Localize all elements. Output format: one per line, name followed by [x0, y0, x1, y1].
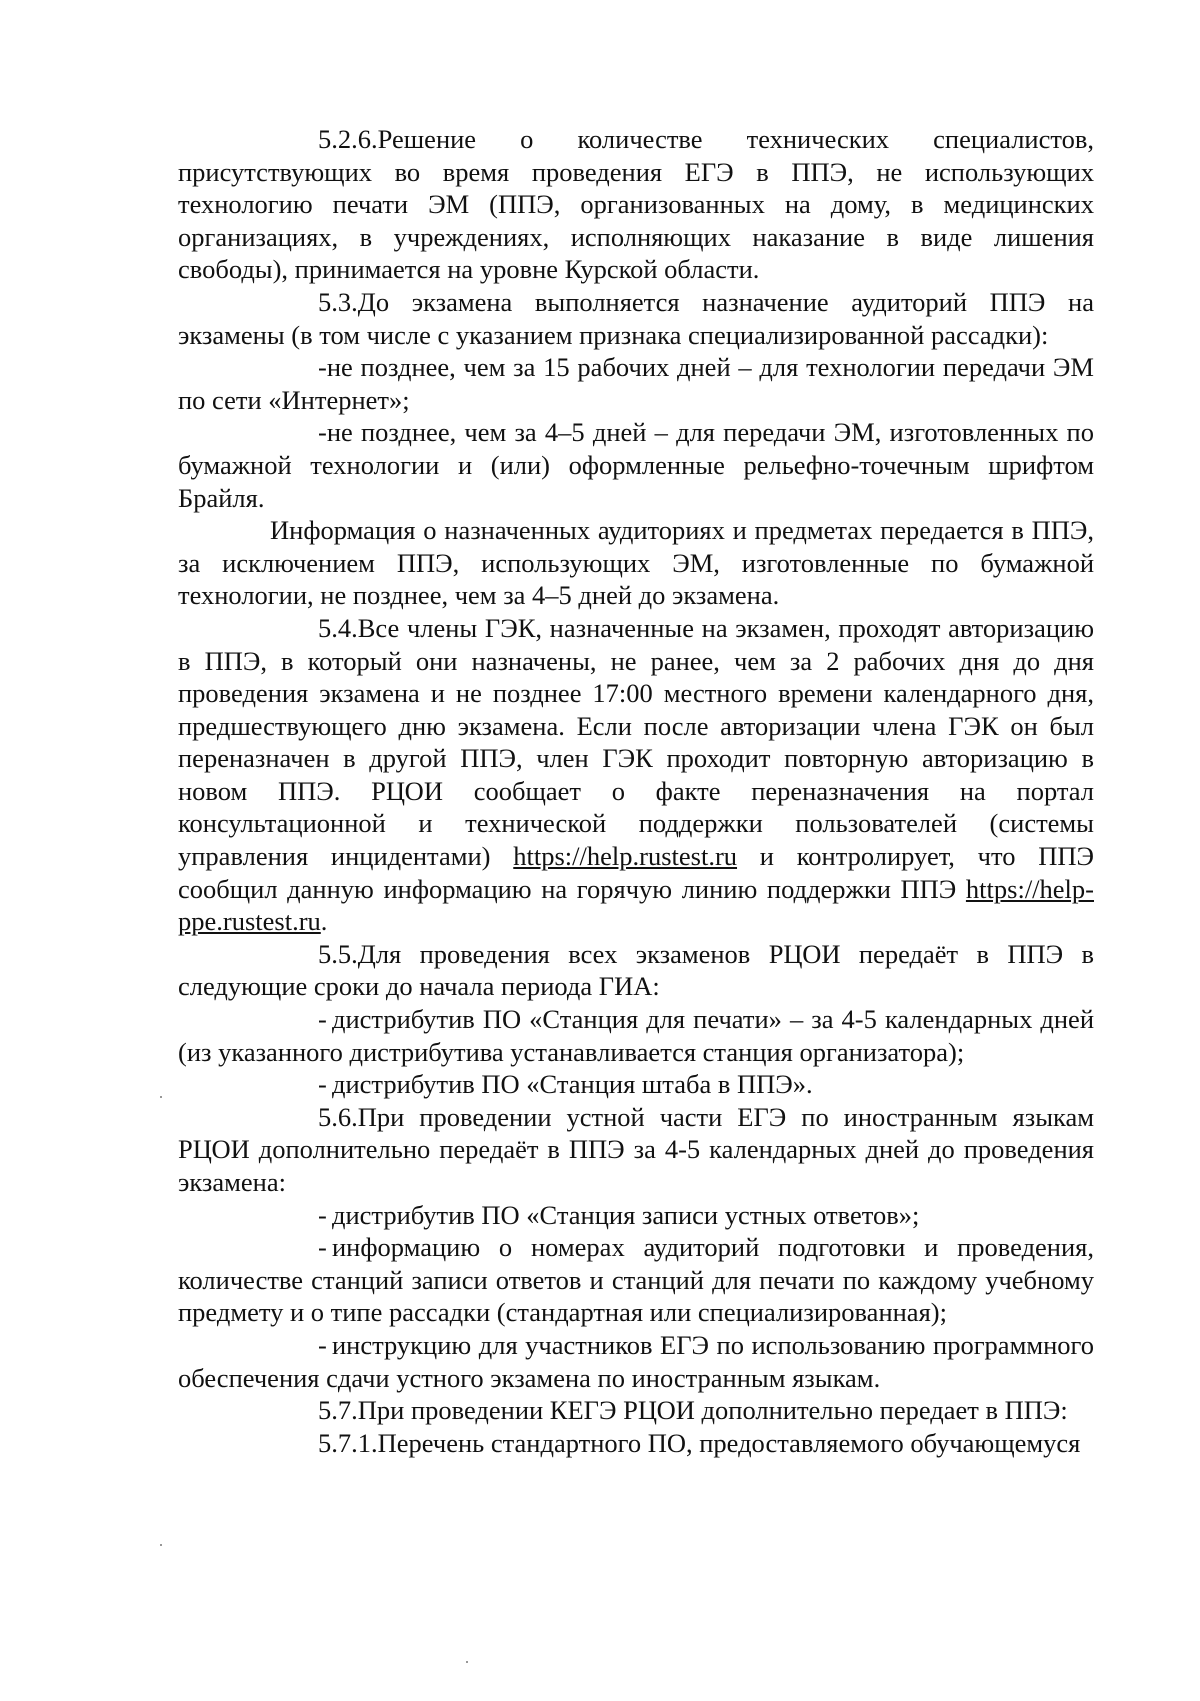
dash-marker: -: [318, 1199, 327, 1230]
clause-number: 5.4.: [318, 612, 358, 643]
scan-speck: [160, 1544, 162, 1546]
paragraph-text: При проведении КЕГЭ РЦОИ дополнительно передает в ППЭ:: [357, 1395, 1068, 1426]
paragraph-5-6: [178, 1101, 1094, 1199]
clause-number: 5.6.: [318, 1101, 358, 1132]
list-item-text: не позднее, чем за 4–5 дней – для передачи ЭМ, изготовленных по бумажной технологии и (или) оформленные рельефно-точечным шрифтом Брайля.: [178, 417, 1094, 513]
paragraph-5-3: [178, 286, 1094, 351]
list-item: [178, 1199, 1094, 1232]
clause-number: 5.7.1.: [318, 1427, 378, 1458]
list-item-text: не позднее, чем за 15 рабочих дней – для технологии передачи ЭМ по сети «Интернет»;: [178, 352, 1094, 415]
list-item: [178, 1329, 1094, 1394]
list-item-text: дистрибутив ПО «Станция штаба в ППЭ».: [332, 1069, 813, 1100]
paragraph-5-7-1: [178, 1427, 1094, 1460]
scan-speck: [160, 1096, 162, 1098]
dash-marker: -: [318, 1232, 327, 1263]
document-body: [178, 123, 1094, 1459]
paragraph-text: Все члены ГЭК, назначенные на экзамен, проходят авторизацию в ППЭ, в который они назначены, не ранее, чем за 2 рабочих дня до дня проведения экзамена и не позднее 17:00 местного времени календарного дня, предшествующего дню экзамена. Если после авторизации члена ГЭК он был переназначен в другой ППЭ, член ГЭК проходит повторную авторизацию в новом ППЭ. РЦОИ сообщает о факте переназначения на портал консультационной и технической поддержки пользователей (системы управления инцидентами): [178, 612, 1094, 872]
paragraph-text: Решение о количестве технических специалистов, присутствующих во время проведения ЕГЭ в ППЭ, не использующих технологию печати ЭМ (ППЭ, организованных на дому, в медицинских организациях, в учреждениях, исполняющих наказание в виде лишения свободы), принимается на уровне Курской области.: [178, 124, 1094, 285]
paragraph-text: Перечень стандартного ПО, предоставляемого обучающемуся: [377, 1427, 1081, 1458]
clause-number: 5.5.: [318, 938, 358, 969]
dash-marker: -: [318, 1069, 327, 1100]
list-item: [178, 1231, 1094, 1329]
paragraph-text: При проведении устной части ЕГЭ по иностранным языкам РЦОИ дополнительно передаёт в ППЭ за 4-5 календарных дней до проведения экзамена:: [178, 1101, 1094, 1197]
paragraph-5-5: [178, 938, 1094, 1003]
paragraph-5-7: [178, 1394, 1094, 1427]
paragraph-text: Информация о назначенных аудиториях и предметах передается в ППЭ, за исключением ППЭ, использующих ЭМ, изготовленные по бумажной технологии, не позднее, чем за 4–5 дней до экзамена.: [178, 515, 1094, 611]
paragraph-5-4: [178, 612, 1094, 938]
paragraph-text: Для проведения всех экзаменов РЦОИ передаёт в ППЭ в следующие сроки до начала периода ГИА:: [178, 938, 1094, 1002]
paragraph-5-2-6: [178, 123, 1094, 286]
clause-number: 5.7.: [318, 1395, 358, 1426]
list-item: [178, 351, 1094, 416]
dash-marker: -: [318, 417, 327, 448]
help-ppe-link[interactable]: https://help-ppe.rustest.ru: [178, 873, 1094, 937]
help-portal-link[interactable]: https://help.rustest.ru: [513, 841, 738, 872]
clause-number: 5.3.: [318, 286, 358, 317]
dash-marker: -: [318, 352, 327, 383]
paragraph-end-punctuation: .: [320, 906, 328, 937]
list-item: [178, 1068, 1094, 1101]
dash-marker: -: [318, 1329, 327, 1360]
dash-marker: -: [318, 1004, 327, 1035]
paragraph-text-continued: и контролирует, что ППЭ сообщил данную информацию на горячую линию поддержки ППЭ: [178, 841, 1095, 904]
list-item-text: инструкцию для участников ЕГЭ по использованию программного обеспечения сдачи устного экзамена по иностранным языкам.: [178, 1329, 1094, 1393]
clause-number: 5.2.6.: [318, 124, 378, 154]
list-item: [178, 1003, 1094, 1068]
scan-speck: [466, 1661, 468, 1663]
list-item-text: информацию о номерах аудиторий подготовки и проведения, количестве станций записи ответов и станций для печати по каждому учебному предмету и о типе рассадки (стандартная или специализированная);: [178, 1232, 1094, 1328]
paragraph-info: [178, 514, 1094, 612]
list-item-text: дистрибутив ПО «Станция для печати» – за 4-5 календарных дней (из указанного дистрибутива устанавливается станция организатора);: [178, 1004, 1094, 1067]
paragraph-text: До экзамена выполняется назначение аудиторий ППЭ на экзамены (в том числе с указанием признака специализированной рассадки):: [178, 286, 1094, 350]
list-item: [178, 416, 1094, 514]
list-item-text: дистрибутив ПО «Станция записи устных ответов»;: [332, 1199, 920, 1230]
